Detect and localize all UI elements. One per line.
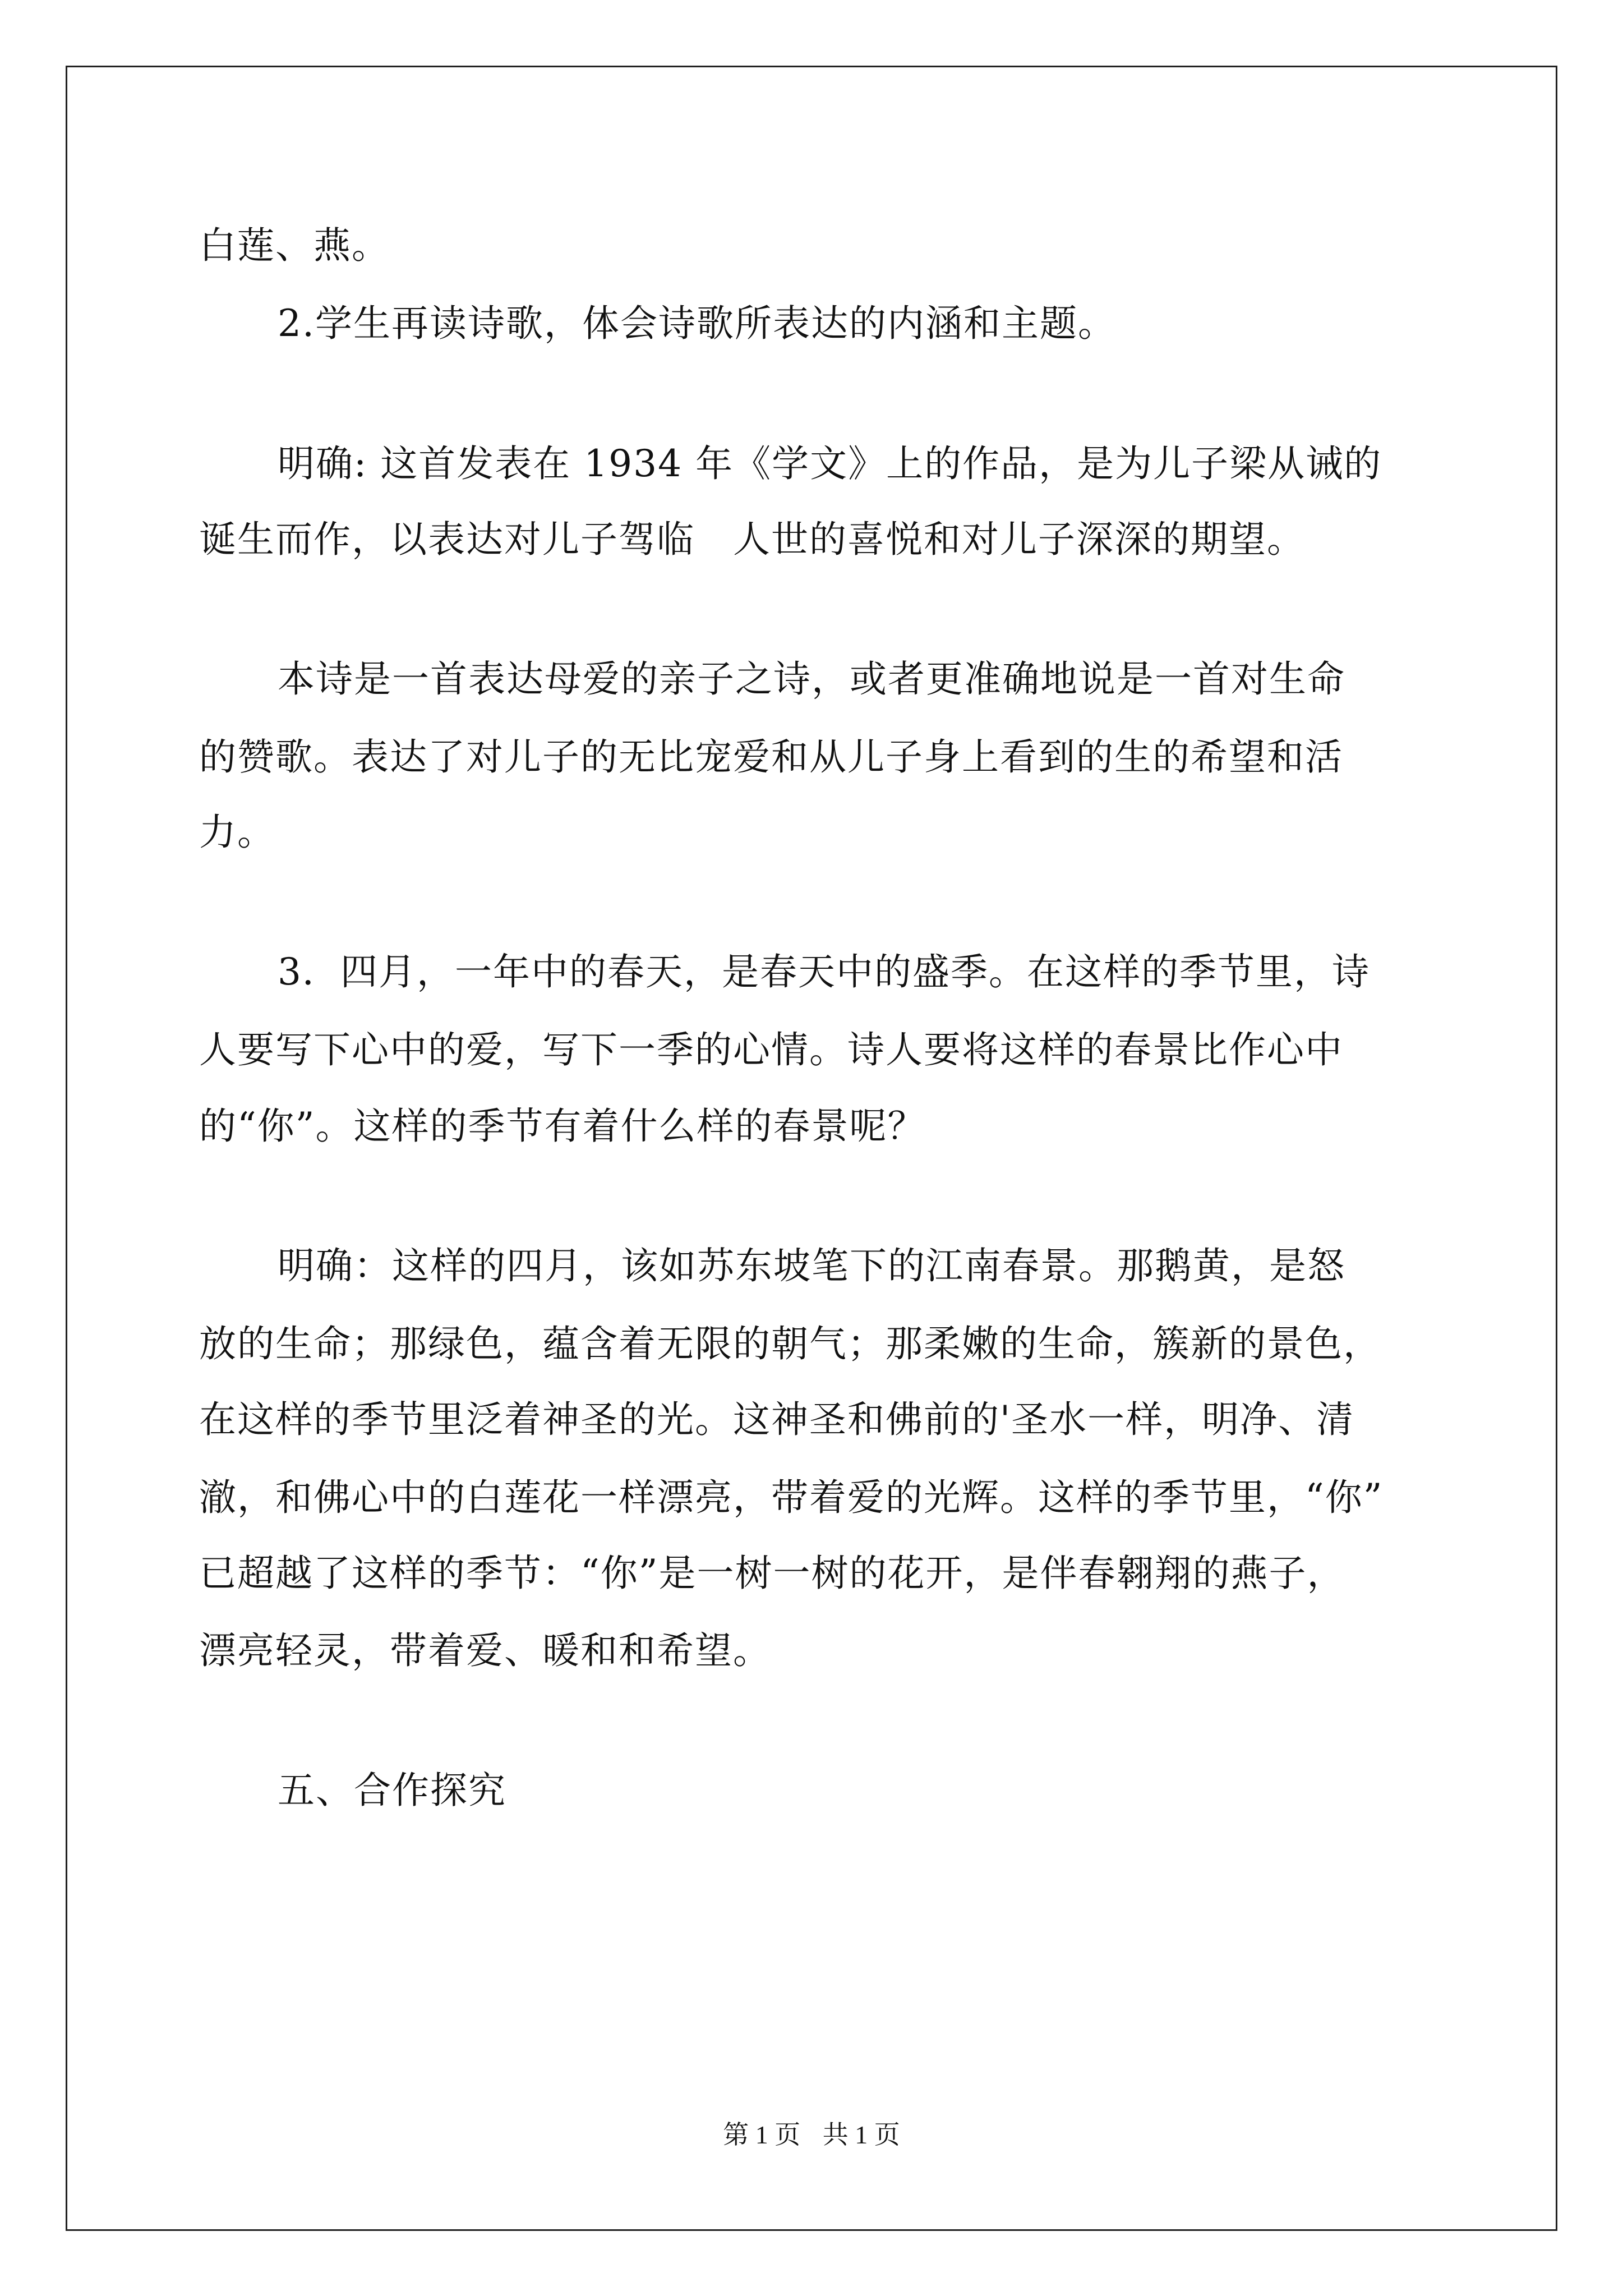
section-heading: 五、合作探究 [278, 1769, 506, 1812]
text-line: 澈，和佛心中的白莲花一样漂亮，带着爱的光辉。这样的季节里，“你” [199, 1476, 1384, 1519]
text-line: 的“你”。这样的季节有着什么样的春景呢？ [199, 1105, 926, 1148]
text-line: 漂亮轻灵，带着爱、暖和和希望。 [199, 1629, 771, 1672]
text-line: 2.学生再读诗歌，体会诗歌所表达的内涵和主题。 [278, 302, 1116, 345]
text-line: 已超越了这样的季节：“你”是一树一树的花开，是伴春翱翔的燕子， [199, 1552, 1345, 1595]
text-line: 白莲、燕。 [199, 224, 390, 267]
page-number: 第 1 页 [723, 2120, 801, 2149]
text-line: 明确: 这首发表在 1934 年《学文》上的作品，是为儿子梁从诫的 [278, 442, 1382, 485]
text-line: 明确：这样的四月，该如苏东坡笔下的江南春景。那鹅黄，是怒 [278, 1244, 1345, 1287]
page-footer [0, 2119, 1623, 2151]
text-line: 人要写下心中的爱，写下一季的心情。诗人要将这样的春景比作心中 [199, 1028, 1343, 1071]
text-line: 3．四月，一年中的春天，是春天中的盛季。在这样的季节里，诗 [278, 950, 1370, 993]
text-line: 诞生而作，以表达对儿子驾临 人世的喜悦和对儿子深深的期望。 [199, 518, 1305, 561]
text-line: 力。 [199, 811, 275, 854]
text-line: 的赞歌。表达了对儿子的无比宠爱和从儿子身上看到的生的希望和活 [199, 735, 1343, 779]
text-line: 放的生命；那绿色，蕴含着无限的朝气；那柔嫩的生命，簇新的景色， [199, 1322, 1381, 1365]
total-pages: 共 1 页 [822, 2120, 900, 2149]
text-line: 本诗是一首表达母爱的亲子之诗，或者更准确地说是一首对生命 [278, 657, 1345, 701]
text-line: 在这样的季节里泛着神圣的光。这神圣和佛前的'圣水一样，明净、清 [199, 1398, 1355, 1441]
